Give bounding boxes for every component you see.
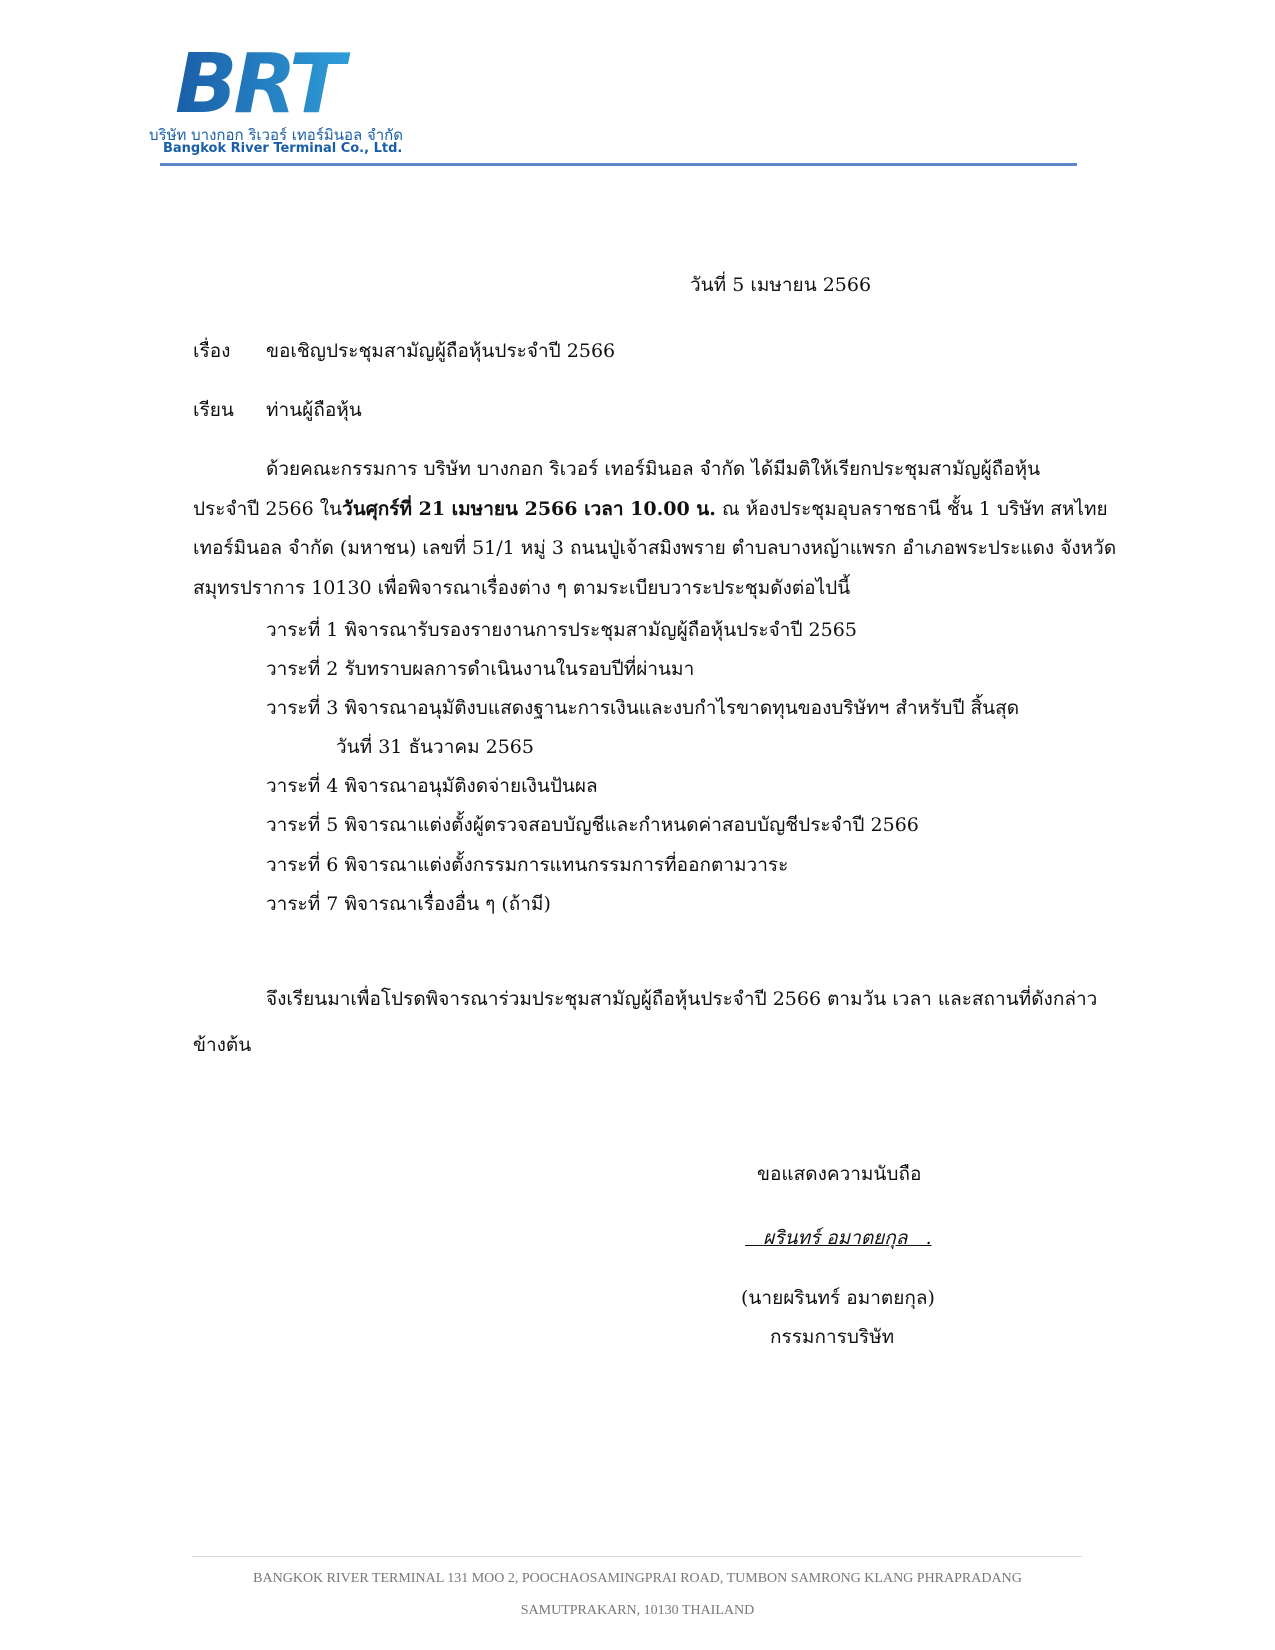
signature-signed-name: ผรินทร์ อมาตยกุล . bbox=[763, 1227, 932, 1249]
agenda-item-4: วาระที่ 4 พิจารณาอนุมัติงดจ่ายเงินปันผล bbox=[266, 775, 598, 797]
recipient-text: ท่านผู้ถือหุ้น bbox=[266, 399, 362, 421]
agenda-item-5: วาระที่ 5 พิจารณาแต่งตั้งผู้ตรวจสอบบัญชีและกำหนดค่าสอบบัญชีประจำปี 2566 bbox=[266, 814, 919, 836]
brt-logo-icon bbox=[150, 44, 400, 124]
signatory-title: กรรมการบริษัท bbox=[770, 1326, 895, 1348]
meeting-datetime: วันศุกร์ที่ 21 เมษายน 2566 เวลา 10.00 น. bbox=[342, 498, 716, 520]
signed-name-text: ผรินทร์ อมาตยกุล bbox=[763, 1227, 908, 1249]
logo-lettering: BRT bbox=[175, 44, 341, 124]
intro-line-3: เทอร์มินอล จำกัด (มหาชน) เลขที่ 51/1 หมู่ 3 ถนนปู่เจ้าสมิงพราย ตำบลบางหญ้าแพรก อำเภอพระประแดง จังหวัด bbox=[193, 537, 1117, 559]
subject-text: ขอเชิญประชุมสามัญผู้ถือหุ้นประจำปี 2566 bbox=[266, 340, 616, 362]
company-name-english: Bangkok River Terminal Co., Ltd. bbox=[163, 141, 403, 156]
intro-line-4: สมุทรปราการ 10130 เพื่อพิจารณาเรื่องต่าง ๆ ตามระเบียบวาระประชุมดังต่อไปนี้ bbox=[193, 577, 851, 599]
intro-line-2-prefix: ประจำปี 2566 ใน bbox=[193, 498, 343, 520]
header-divider bbox=[160, 163, 1077, 166]
closing-line-1: จึงเรียนมาเพื่อโปรดพิจารณาร่วมประชุมสามัญผู้ถือหุ้นประจำปี 2566 ตามวัน เวลา และสถานที่ดังกล่าว bbox=[266, 988, 1098, 1010]
agenda-item-6: วาระที่ 6 พิจารณาแต่งตั้งกรรมการแทนกรรมการที่ออกตามวาระ bbox=[266, 854, 789, 876]
intro-line-1: ด้วยคณะกรรมการ บริษัท บางกอก ริเวอร์ เทอร์มินอล จำกัด ได้มีมติให้เรียกประชุมสามัญผู้ถือหุ้น bbox=[266, 458, 1041, 480]
letter-date: วันที่ 5 เมษายน 2566 bbox=[690, 274, 872, 296]
agenda-item-3: วาระที่ 3 พิจารณาอนุมัติงบแสดงฐานะการเงินและงบกำไรขาดทุนของบริษัทฯ สำหรับปี สิ้นสุด bbox=[266, 697, 1020, 719]
footer-address-line-1: BANGKOK RIVER TERMINAL 131 MOO 2, POOCHAOSAMINGPRAI ROAD, TUMBON SAMRONG KLANG PHRAPRADANG bbox=[253, 1571, 1022, 1586]
agenda-item-3-continuation: วันที่ 31 ธันวาคม 2565 bbox=[336, 736, 534, 758]
agenda-item-1: วาระที่ 1 พิจารณารับรองรายงานการประชุมสามัญผู้ถือหุ้นประจำปี 2565 bbox=[266, 619, 857, 641]
company-name-thai: บริษัท บางกอก ริเวอร์ เทอร์มินอล จำกัด bbox=[149, 126, 403, 144]
footer-divider bbox=[192, 1556, 1082, 1557]
agenda-item-2: วาระที่ 2 รับทราบผลการดำเนินงานในรอบปีที่ผ่านมา bbox=[266, 658, 695, 680]
intro-line-2 bbox=[193, 500, 1108, 519]
agenda-item-7: วาระที่ 7 พิจารณาเรื่องอื่น ๆ (ถ้ามี) bbox=[266, 893, 551, 915]
signatory-full-name: (นายผรินทร์ อมาตยกุล) bbox=[741, 1287, 935, 1309]
intro-line-2-suffix: ณ ห้องประชุมอุบลราชธานี ชั้น 1 บริษัท สหไทย bbox=[715, 498, 1108, 520]
subject-label: เรื่อง bbox=[193, 340, 231, 362]
signature-regards: ขอแสดงความนับถือ bbox=[757, 1163, 922, 1185]
footer-address-line-2: SAMUTPRAKARN, 10130 THAILAND bbox=[520, 1603, 755, 1618]
closing-line-2: ข้างต้น bbox=[193, 1034, 252, 1056]
recipient-label: เรียน bbox=[193, 399, 234, 421]
